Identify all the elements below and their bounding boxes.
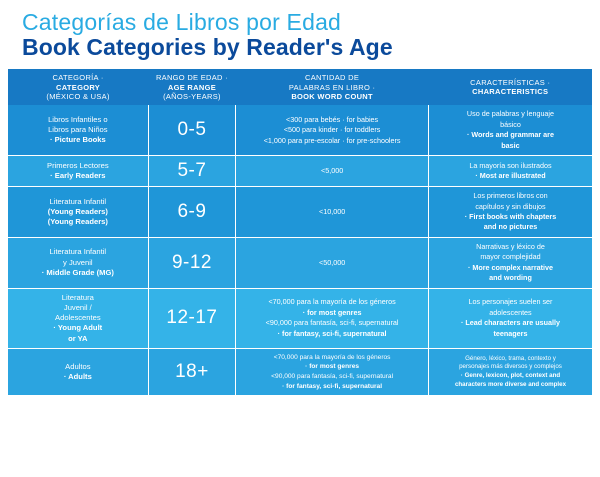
- char-es-2: capítulos y sin dibujos: [475, 201, 546, 211]
- cell-category: [8, 156, 148, 187]
- char-es-1: Los primeros libros con: [473, 191, 548, 201]
- table-body: [8, 105, 592, 395]
- cell-word-count: [236, 237, 429, 288]
- category-line-2: Juvenil /: [63, 302, 92, 312]
- char-es-1: Uso de palabras y lenguaje: [466, 109, 555, 119]
- cell-word-count: [236, 348, 429, 395]
- cell-word-count: [236, 187, 429, 238]
- count-line-1: <5,000: [321, 165, 344, 175]
- char-es-2: mayor complejidad: [480, 252, 541, 262]
- category-line-1: Adultos: [65, 361, 91, 371]
- table-row: [8, 105, 592, 155]
- cell-age-range: 0-5: [148, 105, 236, 155]
- column-header-char-es: CARACTERÍSTICAS ·: [470, 77, 551, 87]
- poster-titles: [8, 10, 592, 69]
- count-line-3: <90,000 para fantasía, sci-fi, supernatural: [271, 373, 394, 380]
- category-line-en: · Middle Grade (MG): [41, 267, 114, 277]
- table-header-row: [8, 69, 592, 105]
- category-line-en-2: or YA: [68, 333, 88, 343]
- category-line-3: Adolescentes: [55, 313, 101, 323]
- category-line-1: Libros Infantiles o: [48, 114, 108, 124]
- cell-age-range: 9-12: [148, 237, 236, 288]
- table-row: [8, 187, 592, 238]
- count-line-2: <500 para kinder · for toddlers: [283, 125, 381, 135]
- column-header-age-range: [148, 69, 236, 105]
- category-line-en: · Picture Books: [49, 135, 106, 145]
- char-en-2: basic: [501, 140, 520, 150]
- category-line-en: (Young Readers): [47, 206, 108, 216]
- cell-word-count: [236, 105, 429, 155]
- count-line-1: <50,000: [319, 257, 346, 267]
- cell-age-range: 5-7: [148, 156, 236, 187]
- count-line-3: <90,000 para fantasía, sci-fi, supernatural: [265, 318, 399, 328]
- page-title-english: Book Categories by Reader's Age: [22, 34, 393, 61]
- char-es-1: Narrativas y léxico de: [476, 241, 545, 251]
- column-header-age-en: AGE RANGE: [167, 82, 217, 92]
- column-header-count-es-1: CANTIDAD DE: [305, 73, 360, 83]
- cell-characteristics: [428, 156, 592, 187]
- count-line-4: · for fantasy, sci-fi, supernatural: [282, 382, 383, 390]
- char-es-2: adolescentes: [489, 307, 532, 317]
- cell-category: [8, 288, 148, 348]
- cell-category: [8, 187, 148, 238]
- category-line-en: · Early Readers: [50, 171, 106, 181]
- cell-age-range: 18+: [148, 348, 236, 395]
- column-header-age-note: (AÑOS-YEARS): [163, 92, 221, 102]
- category-line-en: · Young Adult: [53, 323, 103, 333]
- char-en-1: · More complex narrative: [467, 262, 554, 272]
- char-es-2: personajes más diversos y complejos: [459, 363, 562, 371]
- category-line-2: Libros para Niños: [48, 125, 108, 135]
- column-header-category: [8, 69, 148, 105]
- cell-characteristics: [428, 105, 592, 155]
- column-header-category-es: CATEGORÍA ·: [52, 73, 104, 83]
- cell-characteristics: [428, 348, 592, 395]
- count-line-1: <300 para bebés · for babies: [286, 114, 379, 124]
- column-header-age-es: RANGO DE EDAD ·: [155, 73, 228, 83]
- category-line-1: Literatura Infantil: [49, 196, 107, 206]
- category-line-1: Literatura Infantil: [49, 247, 107, 257]
- count-line-2: · for most genres: [302, 307, 362, 317]
- char-en-1: · Most are illustrated: [475, 171, 546, 181]
- cell-category: [8, 348, 148, 395]
- count-line-3: <1,000 para pre-escolar · for pre-schoolers: [263, 135, 401, 145]
- char-es-1: Los personajes suelen ser: [468, 297, 553, 307]
- column-header-characteristics: [428, 69, 592, 105]
- category-line-en: · Adults: [63, 372, 92, 381]
- count-line-4: · for fantasy, sci-fi, supernatural: [277, 328, 387, 338]
- char-en-1: · Genre, lexicon, plot, context and: [460, 372, 561, 379]
- char-en-2: teenagers: [493, 328, 528, 338]
- char-es-2: básico: [500, 119, 521, 129]
- char-en-1: · Words and grammar are: [467, 130, 554, 140]
- column-header-char-en: CHARACTERISTICS: [472, 87, 549, 97]
- category-line-1: Literatura: [61, 292, 94, 302]
- char-en-1: · Lead characters are usually: [460, 318, 561, 328]
- table-row: [8, 288, 592, 348]
- char-es-1: La mayoría son ilustrados: [469, 160, 552, 170]
- table-row: [8, 348, 592, 395]
- count-line-1: <70,000 para la mayoría de los géneros: [273, 353, 391, 361]
- cell-word-count: [236, 156, 429, 187]
- category-table: [8, 69, 592, 395]
- count-line-2: · for most genres: [305, 363, 360, 371]
- column-header-count-en: BOOK WORD COUNT: [291, 92, 373, 102]
- table-row: [8, 237, 592, 288]
- cell-characteristics: [428, 187, 592, 238]
- char-en-2: and wording: [489, 273, 532, 283]
- cell-characteristics: [428, 288, 592, 348]
- table-row: [8, 156, 592, 187]
- category-line-2: y Juvenil: [63, 257, 93, 267]
- page-title-spanish: Categorías de Libros por Edad: [22, 9, 342, 35]
- char-en-1: · First books with chapters: [464, 212, 557, 222]
- char-es-1: Género, léxico, trama, contexto y: [465, 354, 556, 362]
- count-line-1: <70,000 para la mayoría de los géneros: [268, 297, 396, 307]
- cell-category: [8, 237, 148, 288]
- char-en-2: and no pictures: [483, 222, 538, 232]
- column-header-category-note: (MÉXICO & USA): [46, 92, 110, 102]
- column-header-count-es-2: PALABRAS EN LIBRO ·: [288, 82, 376, 92]
- column-header-word-count: [236, 69, 429, 105]
- column-header-category-en: CATEGORY: [56, 82, 101, 92]
- table-header: [8, 69, 592, 105]
- char-en-2: characters more diverse and complex: [454, 380, 567, 388]
- cell-characteristics: [428, 237, 592, 288]
- cell-word-count: [236, 288, 429, 348]
- category-line-1: Primeros Lectores: [47, 160, 109, 170]
- cell-age-range: 12-17: [148, 288, 236, 348]
- cell-age-range: 6-9: [148, 187, 236, 238]
- category-line-2: (Young Readers): [47, 217, 108, 227]
- count-line-1: <10,000: [319, 206, 346, 216]
- cell-category: [8, 105, 148, 155]
